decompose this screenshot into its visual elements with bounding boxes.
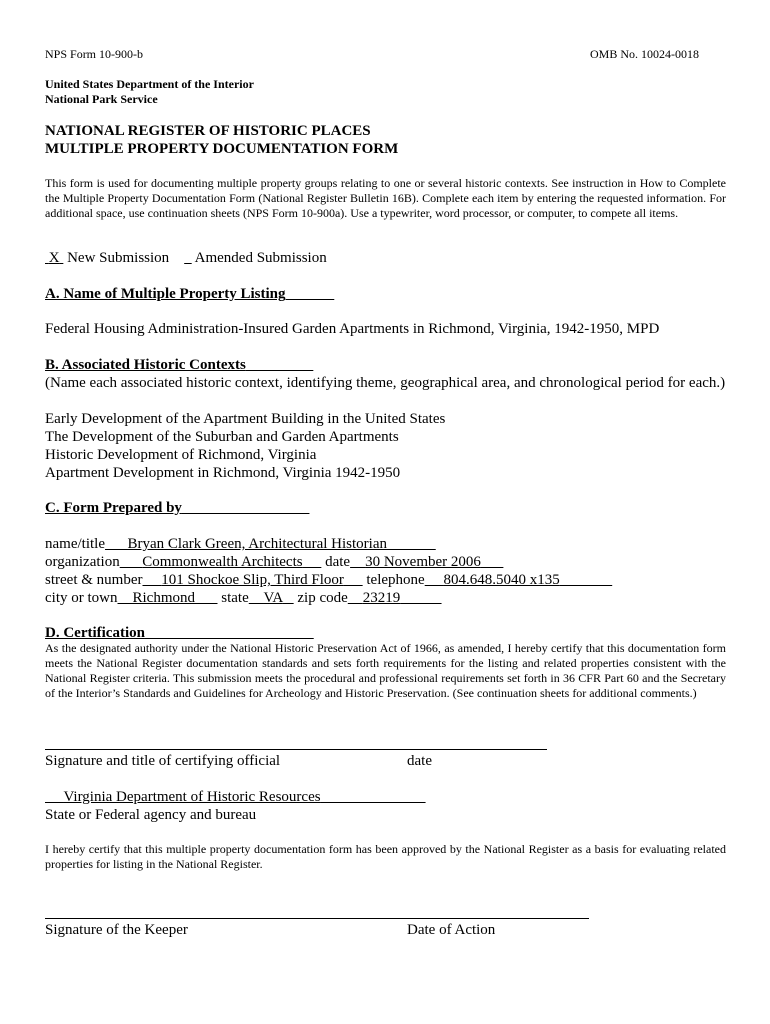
city-field[interactable]: Richmond [132,590,195,606]
amended-submission-label: Amended Submission [194,250,327,266]
department-name: United States Department of the Interior [45,77,254,91]
name-title-label: name/title [45,536,105,552]
organization-field[interactable]: Commonwealth Architects [142,554,303,570]
keeper-certification-text: I hereby certify that this multiple property documentation form has been approved by the National Register as a basis for evaluating related properties for listing in the National Register. [45,842,726,871]
form-number: NPS Form 10-900-b [45,47,144,61]
section-d-heading: D. Certification [45,625,145,641]
new-submission-checkbox[interactable]: X [48,250,60,266]
section-c-heading: C. Form Prepared by [45,500,182,516]
certification-text: As the designated authority under the National Historic Preservation Act of 1966, as amended, I hereby certify that this documentation form meets the National Register documentation standards and sets forth requirements for the listing and related properties consistent with the National Register criteria. This submission meets the procedural and professional requirements set forth in 36 CFR Part 60 and the Secretary of the Interior’s Standards and Guidelines for Archeology and Historic Preservation. (See continuation sheets for additional comments.) [45,641,726,700]
zip-field[interactable]: 23219 [362,590,401,606]
service-name: National Park Service [45,92,158,106]
form-title-line2: MULTIPLE PROPERTY DOCUMENTATION FORM [45,141,399,157]
zip-label: zip code [297,590,348,606]
submission-type [45,250,327,267]
date-label: date [325,554,351,570]
new-submission-label: New Submission [67,250,170,266]
intro-paragraph: This form is used for documenting multiple property groups relating to one or several historic contexts. See instruction in How to Complete the Multiple Property Documentation Form (National Register Bulletin 16B). Complete each item by entering the requested information. For additional space, use continuation sheets (NPS Form 10-900a). Use a typewriter, word processor, or computer, to compete all items. [45,176,726,220]
property-listing-name: Federal Housing Administration-Insured Garden Apartments in Richmond, Virginia, 1942-1950, MPD [45,321,660,337]
date-of-action-label: Date of Action [407,922,496,938]
historic-context-3: Historic Development of Richmond, Virginia [45,447,317,463]
certifying-signature-line[interactable] [45,749,547,750]
certifying-date-label: date [407,753,432,769]
organization-row [45,554,503,571]
historic-context-2: The Development of the Suburban and Garden Apartments [45,429,399,445]
telephone-label: telephone [366,572,425,588]
state-field[interactable]: VA [263,590,283,606]
section-b-heading: B. Associated Historic Contexts [45,357,246,373]
date-field[interactable]: 30 November 2006 [365,554,481,570]
city-row [45,590,442,607]
historic-context-4: Apartment Development in Richmond, Virginia 1942-1950 [45,465,401,481]
certifying-signature-label: Signature and title of certifying official [45,753,281,769]
historic-context-1: Early Development of the Apartment Building in the United States [45,411,446,427]
omb-number: OMB No. 10024-0018 [590,47,700,61]
agency-row [45,789,426,806]
name-title-row [45,536,436,553]
amended-submission-checkbox[interactable] [184,250,192,266]
section-a-heading: A. Name of Multiple Property Listing [45,286,286,302]
telephone-field[interactable]: 804.648.5040 x135 [443,572,560,588]
agency-label: State or Federal agency and bureau [45,807,257,823]
state-label: state [221,590,249,606]
keeper-signature-line[interactable] [45,918,589,919]
street-row [45,572,612,589]
name-title-field[interactable]: Bryan Clark Green, Architectural Historian [127,536,387,552]
street-label: street & number [45,572,143,588]
agency-field[interactable]: Virginia Department of Historic Resources [63,789,321,805]
organization-label: organization [45,554,120,570]
form-title-line1: NATIONAL REGISTER OF HISTORIC PLACES [45,123,371,139]
section-b-instruction: (Name each associated historic context, identifying theme, geographical area, and chronological period for each.) [45,375,726,391]
keeper-signature-label: Signature of the Keeper [45,922,188,938]
street-field[interactable]: 101 Shockoe Slip, Third Floor [161,572,344,588]
city-label: city or town [45,590,118,606]
